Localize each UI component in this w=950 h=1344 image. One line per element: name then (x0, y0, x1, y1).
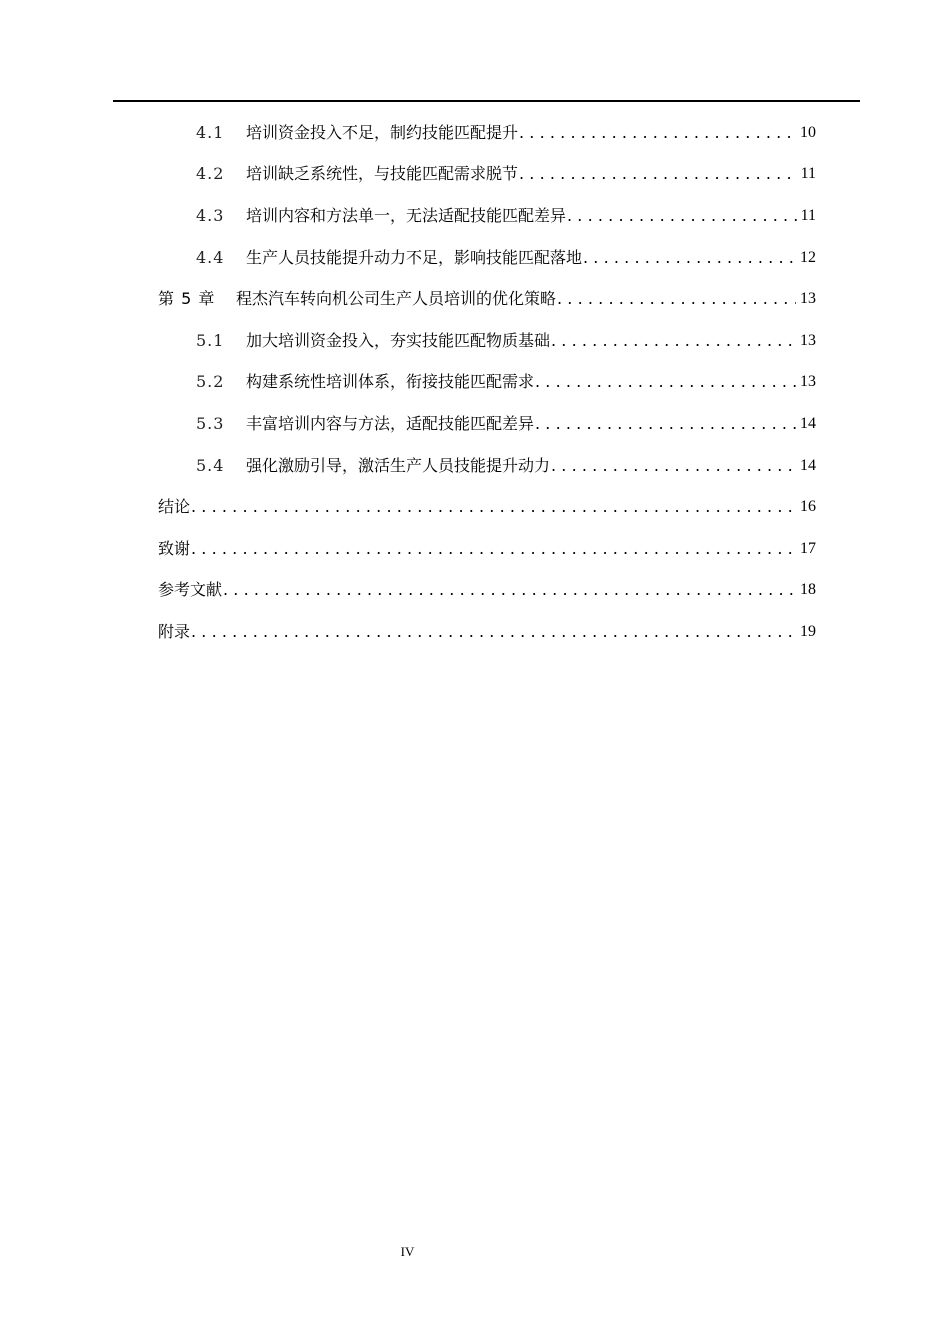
toc-dot-leader (191, 497, 796, 517)
toc-entry-title: 培训资金投入不足，制约技能匹配提升 (246, 122, 519, 142)
toc-entry-number: 4.1 (196, 122, 225, 142)
toc-entry-5-2[interactable] (158, 362, 816, 404)
toc-entry-title: 致谢 (158, 538, 191, 558)
toc-entry-5-1[interactable] (158, 320, 816, 362)
toc-entry-title: 丰富培训内容与方法，适配技能匹配差异 (246, 413, 535, 433)
toc-entry-page: 11 (800, 165, 816, 183)
toc-entry-chapter-5[interactable] (158, 278, 816, 320)
toc-entry-page: 13 (800, 373, 816, 391)
header-rule (113, 100, 860, 102)
toc-entry-5-3[interactable] (158, 403, 816, 445)
toc-dot-leader (519, 123, 796, 143)
toc-entry-number: 4.2 (196, 164, 225, 184)
toc-entry-number: 4.4 (196, 247, 225, 267)
toc-entry-page: 17 (800, 539, 816, 557)
toc-entry-conclusion[interactable] (158, 486, 816, 528)
toc-dot-leader (223, 580, 796, 600)
toc-dot-leader (551, 456, 796, 476)
toc-dot-leader (557, 289, 796, 309)
toc-entry-number: 5.3 (196, 413, 225, 433)
toc-entry-title: 强化激励引导，激活生产人员技能提升动力 (246, 455, 551, 475)
toc-entry-page: 10 (800, 123, 816, 141)
toc-dot-leader (583, 248, 796, 268)
toc-entry-title: 生产人员技能提升动力不足，影响技能匹配落地 (246, 247, 583, 267)
toc-entry-page: 16 (800, 498, 816, 516)
toc-entry-page: 18 (800, 581, 816, 599)
toc-entry-page: 13 (800, 290, 816, 308)
toc-entry-number: 4.3 (196, 205, 225, 225)
toc-entry-title: 加大培训资金投入，夯实技能匹配物质基础 (246, 330, 551, 350)
toc-dot-leader (191, 622, 796, 642)
toc-entry-title: 培训内容和方法单一，无法适配技能匹配差异 (246, 205, 567, 225)
toc-entry-appendix[interactable] (158, 611, 816, 653)
toc-dot-leader (551, 331, 796, 351)
toc-entry-title: 附录 (158, 621, 191, 641)
toc-entry-page: 14 (800, 456, 816, 474)
toc-dot-leader (191, 539, 796, 559)
toc-entry-4-2[interactable] (158, 154, 816, 196)
table-of-contents (158, 112, 816, 653)
toc-dot-leader (535, 414, 796, 434)
toc-dot-leader (567, 206, 797, 226)
toc-entry-page: 19 (800, 622, 816, 640)
toc-entry-4-4[interactable] (158, 237, 816, 279)
toc-entry-number: 5.2 (196, 372, 225, 392)
toc-entry-title: 参考文献 (158, 580, 223, 600)
toc-entry-4-3[interactable] (158, 195, 816, 237)
page-number: IV (400, 1244, 415, 1259)
toc-entry-title: 培训缺乏系统性，与技能匹配需求脱节 (246, 164, 519, 184)
toc-entry-number: 5.4 (196, 455, 225, 475)
toc-entry-title: 程杰汽车转向机公司生产人员培训的优化策略 (236, 289, 557, 309)
toc-entry-page: 14 (800, 414, 816, 432)
toc-entry-references[interactable] (158, 570, 816, 612)
toc-dot-leader (535, 372, 796, 392)
toc-dot-leader (519, 164, 797, 184)
toc-entry-4-1[interactable] (158, 112, 816, 154)
toc-entry-title: 构建系统性培训体系，衔接技能匹配需求 (246, 372, 535, 392)
toc-entry-page: 12 (800, 248, 816, 266)
toc-entry-title: 结论 (158, 497, 191, 517)
toc-entry-page: 11 (800, 206, 816, 224)
toc-entry-acknowledgements[interactable] (158, 528, 816, 570)
toc-entry-page: 13 (800, 331, 816, 349)
toc-entry-number: 5.1 (196, 330, 225, 350)
toc-entry-number: 第 5 章 (158, 289, 216, 309)
toc-entry-5-4[interactable] (158, 445, 816, 487)
